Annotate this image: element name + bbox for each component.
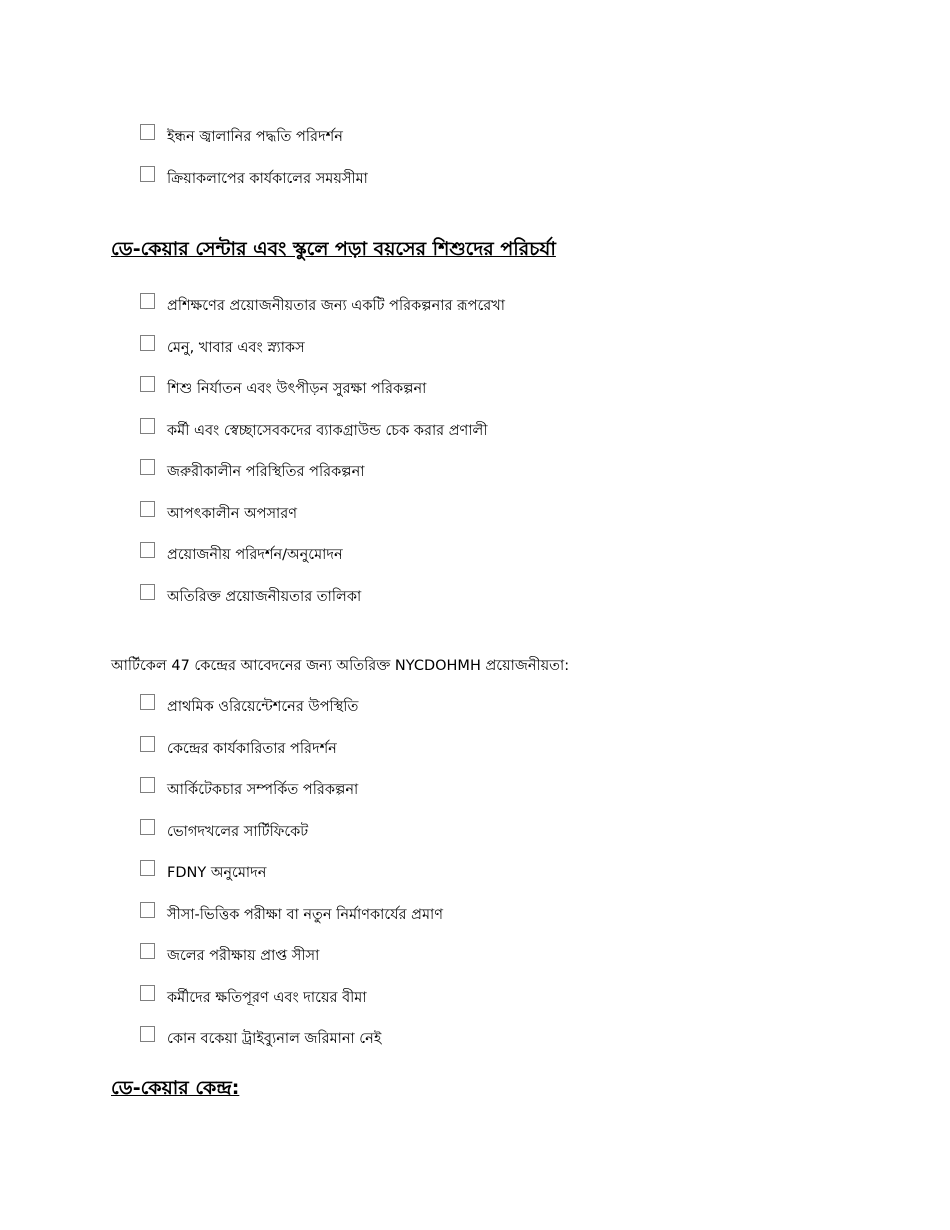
checkbox[interactable] [140,124,155,140]
section-heading-daycare-school: ডে-কেয়ার সেন্টার এবং স্কুলে পড়া বয়সের শিশুদের পরিচর্যা [111,238,556,260]
checklist-item-label: প্রাথমিক ওরিয়েন্টেশনের উপস্থিতি [167,699,359,715]
checklist-item [140,501,297,523]
checklist-item-label: ক্রিয়াকলাপের কার্যকালের সময়সীমা [167,171,368,187]
checkbox[interactable] [140,736,155,752]
checklist-item [140,418,487,440]
checkbox[interactable] [140,777,155,793]
checkbox[interactable] [140,819,155,835]
checkbox[interactable] [140,542,155,558]
checklist-item [140,860,266,882]
checklist-item-label: অতিরিক্ত প্রয়োজনীয়তার তালিকা [167,589,362,605]
checklist-item-label: কেন্দ্রের কার্যকারিতার পরিদর্শন [167,741,337,757]
checklist-item [140,584,361,606]
checklist-item-label: ইন্ধন জ্বালানির পদ্ধতি পরিদর্শন [167,129,343,145]
checklist-item [140,1026,381,1048]
checklist-item [140,124,343,146]
checklist-item-label: জলের পরীক্ষায় প্রাপ্ত সীসা [167,948,320,964]
checklist-item [140,943,319,965]
checkbox[interactable] [140,501,155,517]
checklist-item-label: শিশু নির্যাতন এবং উৎপীড়ন সুরক্ষা পরিকল্পনা [167,381,427,397]
checklist-item-label: FDNY অনুমোদন [167,865,267,881]
checklist-item-label: ভোগদখলের সার্টিফিকেট [167,824,309,840]
checklist-item [140,335,305,357]
section-heading-daycare-center: ডে-কেয়ার কেন্দ্র: [111,1077,240,1099]
checklist-item-label: মেনু, খাবার এবং স্ন্যাকস [167,340,305,356]
checkbox[interactable] [140,1026,155,1042]
checkbox[interactable] [140,694,155,710]
checklist-item [140,777,358,799]
checklist-item [140,694,358,716]
checklist-item [140,293,505,315]
checklist-item [140,166,368,188]
checkbox[interactable] [140,418,155,434]
checklist-item-label: প্রশিক্ষণের প্রয়োজনীয়তার জন্য একটি পরিকল্পনার রূপরেখা [167,298,505,314]
checkbox[interactable] [140,860,155,876]
checklist-item-label: প্রয়োজনীয় পরিদর্শন/অনুমোদন [167,547,343,563]
checklist-item [140,902,443,924]
checkbox[interactable] [140,376,155,392]
checkbox[interactable] [140,459,155,475]
checklist-item [140,459,364,481]
checklist-item-label: আর্কিটেকচার সম্পর্কিত পরিকল্পনা [167,782,359,798]
checklist-item [140,819,308,841]
checklist-item-label: কর্মী এবং স্বেচ্ছাসেবকদের ব্যাকগ্রাউন্ড চেক করার প্রণালী [167,423,488,439]
checkbox[interactable] [140,902,155,918]
checklist-item-label: কোন বকেয়া ট্রাইব্যুনাল জরিমানা নেই [167,1031,382,1047]
checkbox[interactable] [140,293,155,309]
checkbox[interactable] [140,584,155,600]
checklist-item [140,542,343,564]
checkbox[interactable] [140,985,155,1001]
checklist-item-label: কর্মীদের ক্ষতিপূরণ এবং দায়ের বীমা [167,990,367,1006]
checklist-item [140,736,337,758]
checklist-item-label: সীসা-ভিত্তিক পরীক্ষা বা নতুন নির্মাণকার্যের প্রমাণ [167,907,443,923]
checkbox[interactable] [140,335,155,351]
checklist-item [140,985,367,1007]
article47-intro: আর্টিকেল 47 কেন্দ্রের আবেদনের জন্য অতিরিক্ত NYCDOHMH প্রয়োজনীয়তা: [111,658,570,674]
checkbox[interactable] [140,943,155,959]
checkbox[interactable] [140,166,155,182]
checklist-item-label: জরুরীকালীন পরিস্থিতির পরিকল্পনা [167,464,365,480]
checklist-item [140,376,426,398]
checklist-item-label: আপৎকালীন অপসারণ [167,506,297,522]
